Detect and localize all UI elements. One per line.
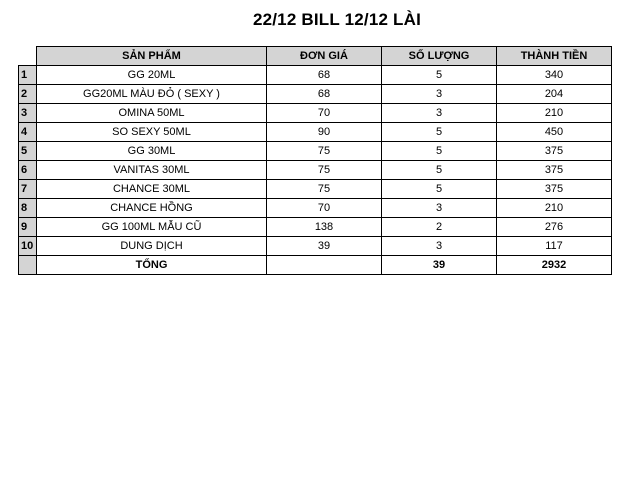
row-index[interactable]: 8 xyxy=(19,199,37,218)
table-body xyxy=(19,66,612,275)
cell-quantity[interactable]: 3 xyxy=(382,104,497,123)
cell-product[interactable]: CHANCE HỒNG xyxy=(37,199,267,218)
row-index[interactable]: 4 xyxy=(19,123,37,142)
table-row xyxy=(19,123,612,142)
cell-amount[interactable]: 204 xyxy=(497,85,612,104)
total-row xyxy=(19,256,612,275)
cell-amount[interactable]: 210 xyxy=(497,199,612,218)
cell-amount[interactable]: 340 xyxy=(497,66,612,85)
table-row xyxy=(19,104,612,123)
cell-amount[interactable]: 210 xyxy=(497,104,612,123)
cell-unit-price[interactable]: 68 xyxy=(267,66,382,85)
cell-amount[interactable]: 375 xyxy=(497,180,612,199)
cell-quantity[interactable]: 5 xyxy=(382,142,497,161)
cell-unit-price[interactable]: 70 xyxy=(267,199,382,218)
bill-table xyxy=(18,46,612,275)
cell-product[interactable]: OMINA 50ML xyxy=(37,104,267,123)
cell-product[interactable]: GG 100ML MẪU CŨ xyxy=(37,218,267,237)
header-quantity[interactable]: SỐ LƯỢNG xyxy=(382,47,497,66)
cell-product[interactable]: SO SEXY 50ML xyxy=(37,123,267,142)
cell-product[interactable]: GG20ML MÀU ĐỎ ( SEXY ) xyxy=(37,85,267,104)
cell-unit-price[interactable]: 75 xyxy=(267,161,382,180)
cell-unit-price[interactable]: 138 xyxy=(267,218,382,237)
total-unit-price[interactable] xyxy=(267,256,382,275)
cell-unit-price[interactable]: 75 xyxy=(267,142,382,161)
table-row xyxy=(19,142,612,161)
cell-unit-price[interactable]: 90 xyxy=(267,123,382,142)
row-index[interactable] xyxy=(19,256,37,275)
cell-product[interactable]: DUNG DỊCH xyxy=(37,237,267,256)
cell-unit-price[interactable]: 68 xyxy=(267,85,382,104)
cell-product[interactable]: GG 20ML xyxy=(37,66,267,85)
row-index[interactable]: 2 xyxy=(19,85,37,104)
cell-quantity[interactable]: 2 xyxy=(382,218,497,237)
cell-amount[interactable]: 375 xyxy=(497,142,612,161)
table-row xyxy=(19,199,612,218)
cell-product[interactable]: GG 30ML xyxy=(37,142,267,161)
header-unit-price[interactable]: ĐƠN GIÁ xyxy=(267,47,382,66)
total-label[interactable]: TỔNG xyxy=(37,256,267,275)
page-title: 22/12 BILL 12/12 LÀI xyxy=(252,10,422,29)
table-row xyxy=(19,85,612,104)
header-row xyxy=(19,47,612,66)
total-quantity[interactable]: 39 xyxy=(382,256,497,275)
table-row xyxy=(19,237,612,256)
cell-unit-price[interactable]: 70 xyxy=(267,104,382,123)
cell-amount[interactable]: 276 xyxy=(497,218,612,237)
row-index[interactable]: 9 xyxy=(19,218,37,237)
cell-quantity[interactable]: 3 xyxy=(382,199,497,218)
cell-product[interactable]: VANITAS 30ML xyxy=(37,161,267,180)
cell-quantity[interactable]: 3 xyxy=(382,85,497,104)
table-row xyxy=(19,218,612,237)
cell-quantity[interactable]: 5 xyxy=(382,161,497,180)
cell-unit-price[interactable]: 75 xyxy=(267,180,382,199)
row-index[interactable]: 6 xyxy=(19,161,37,180)
cell-quantity[interactable]: 5 xyxy=(382,180,497,199)
cell-quantity[interactable]: 3 xyxy=(382,237,497,256)
table-row xyxy=(19,66,612,85)
total-amount[interactable]: 2932 xyxy=(497,256,612,275)
row-index[interactable]: 5 xyxy=(19,142,37,161)
row-index[interactable]: 3 xyxy=(19,104,37,123)
cell-quantity[interactable]: 5 xyxy=(382,66,497,85)
table-row xyxy=(19,180,612,199)
cell-amount[interactable]: 375 xyxy=(497,161,612,180)
cell-amount[interactable]: 117 xyxy=(497,237,612,256)
corner-cell xyxy=(19,47,37,66)
table-row xyxy=(19,161,612,180)
row-index[interactable]: 1 xyxy=(19,66,37,85)
header-product[interactable]: SẢN PHẨM xyxy=(37,47,267,66)
cell-quantity[interactable]: 5 xyxy=(382,123,497,142)
cell-amount[interactable]: 450 xyxy=(497,123,612,142)
row-index[interactable]: 7 xyxy=(19,180,37,199)
cell-product[interactable]: CHANCE 30ML xyxy=(37,180,267,199)
cell-unit-price[interactable]: 39 xyxy=(267,237,382,256)
header-amount[interactable]: THÀNH TIỀN xyxy=(497,47,612,66)
row-index[interactable]: 10 xyxy=(19,237,37,256)
